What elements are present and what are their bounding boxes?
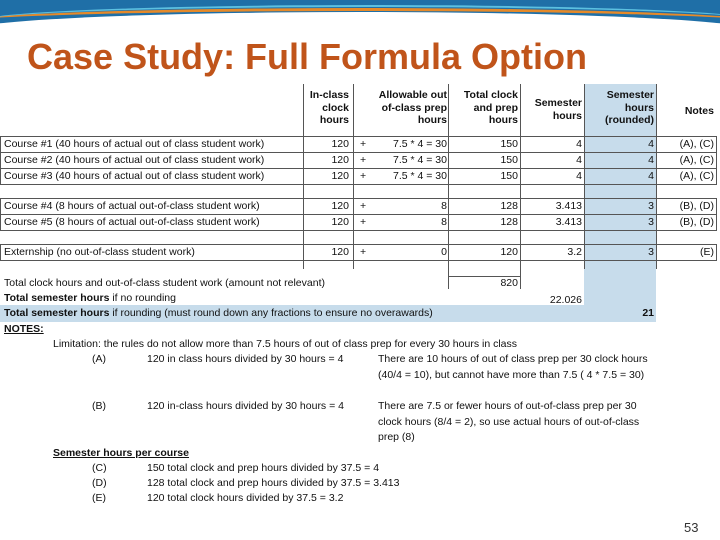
row-label: Course #3 (40 hours of actual out of class student work) bbox=[4, 170, 265, 182]
semester-value: 4 bbox=[576, 138, 582, 150]
total-clock-label: Total clock hours and out-of-class student work (amount not relevant) bbox=[4, 277, 325, 289]
grid-line bbox=[448, 84, 449, 289]
total-rounding-value: 21 bbox=[642, 307, 654, 319]
note-a-text: 120 in class hours divided by 30 hours = 4 bbox=[147, 353, 344, 365]
grid-line bbox=[0, 168, 717, 169]
note-b-text: 120 in-class hours divided by 30 hours = 4 bbox=[147, 400, 344, 412]
header-semester: Semester hours bbox=[534, 97, 582, 122]
in-class-value: 120 bbox=[331, 154, 349, 166]
grid-line bbox=[0, 198, 717, 199]
allowable-value: 7.5 * 4 = 30 bbox=[392, 154, 447, 166]
rounded-value: 3 bbox=[648, 246, 654, 258]
total-value: 128 bbox=[500, 216, 518, 228]
note-b-key: (B) bbox=[92, 400, 106, 412]
in-class-value: 120 bbox=[331, 246, 349, 258]
note-a-key: (A) bbox=[92, 353, 106, 365]
note-c-key: (C) bbox=[92, 462, 107, 474]
grid-line bbox=[0, 184, 717, 185]
plus-sign: + bbox=[360, 200, 367, 212]
notes-value: (E) bbox=[700, 246, 714, 258]
allowable-value: 7.5 * 4 = 30 bbox=[392, 138, 447, 150]
notes-value: (A), (C) bbox=[679, 138, 714, 150]
note-b-explanation: There are 7.5 or fewer hours of out-of-class prep per 30 bbox=[378, 400, 637, 412]
row-label: Externship (no out-of-class student work) bbox=[4, 246, 195, 258]
total-no-rounding-label: Total semester hours if no rounding bbox=[4, 292, 176, 304]
note-a-explanation: (40/4 = 10), but cannot have more than 7.5 ( 4 * 7.5 = 30) bbox=[378, 369, 645, 381]
rounded-value: 4 bbox=[648, 170, 654, 182]
header-in-class: In-class clock hours bbox=[309, 89, 349, 126]
note-b-explanation: prep (8) bbox=[378, 431, 415, 443]
total-value: 150 bbox=[500, 154, 518, 166]
total-no-rounding-value: 22.026 bbox=[549, 294, 582, 306]
plus-sign: + bbox=[360, 246, 367, 258]
note-a-explanation: There are 10 hours of out of class prep per 30 clock hours bbox=[378, 353, 648, 365]
rounded-value: 4 bbox=[648, 154, 654, 166]
note-d-key: (D) bbox=[92, 477, 107, 489]
header-total: Total clock and prep hours bbox=[463, 89, 518, 126]
note-d-text: 128 total clock and prep hours divided by 37.5 = 3.413 bbox=[147, 477, 400, 489]
grid-line bbox=[0, 136, 1, 184]
header-allowable: Allowable out of-class prep hours bbox=[378, 89, 447, 126]
rounded-value: 3 bbox=[648, 200, 654, 212]
allowable-value: 7.5 * 4 = 30 bbox=[392, 170, 447, 182]
notes-value: (A), (C) bbox=[679, 170, 714, 182]
row-label: Course #4 (8 hours of actual out-of-class student work) bbox=[4, 200, 260, 212]
allowable-value: 8 bbox=[441, 216, 447, 228]
notes-value: (B), (D) bbox=[679, 216, 714, 228]
spreadsheet bbox=[0, 84, 720, 504]
row-label: Course #2 (40 hours of actual out of class student work) bbox=[4, 154, 265, 166]
header-semester-rounded: Semester hours (rounded) bbox=[605, 89, 654, 126]
rounded-value: 4 bbox=[648, 138, 654, 150]
notes-value: (A), (C) bbox=[679, 154, 714, 166]
total-value: 150 bbox=[500, 138, 518, 150]
semester-value: 3.2 bbox=[567, 246, 582, 258]
grid-line bbox=[0, 230, 717, 231]
plus-sign: + bbox=[360, 216, 367, 228]
in-class-value: 120 bbox=[331, 216, 349, 228]
grid-line bbox=[520, 84, 521, 289]
grid-line bbox=[353, 84, 354, 269]
notes-value: (B), (D) bbox=[679, 200, 714, 212]
notes-heading: NOTES: bbox=[4, 323, 44, 335]
plus-sign: + bbox=[360, 138, 367, 150]
grid-line bbox=[0, 136, 717, 137]
slide-title: Case Study: Full Formula Option bbox=[27, 36, 588, 77]
allowable-value: 8 bbox=[441, 200, 447, 212]
page-number: 53 bbox=[684, 520, 699, 535]
grid-line bbox=[716, 136, 717, 184]
grid-line bbox=[656, 84, 657, 269]
grid-line bbox=[0, 152, 717, 153]
rounded-value: 3 bbox=[648, 216, 654, 228]
total-clock-value: 820 bbox=[500, 277, 518, 289]
semester-value: 4 bbox=[576, 154, 582, 166]
grid-line bbox=[0, 260, 717, 261]
row-label: Course #1 (40 hours of actual out of class student work) bbox=[4, 138, 265, 150]
grid-line bbox=[0, 214, 717, 215]
semester-value: 3.413 bbox=[555, 216, 582, 228]
semester-hours-heading: Semester hours per course bbox=[53, 447, 189, 459]
note-e-text: 120 total clock hours divided by 37.5 = 3.2 bbox=[147, 492, 344, 504]
total-value: 120 bbox=[500, 246, 518, 258]
note-c-text: 150 total clock and prep hours divided by 37.5 = 4 bbox=[147, 462, 380, 474]
grid-line bbox=[584, 84, 585, 269]
allowable-value: 0 bbox=[441, 246, 447, 258]
grid-line bbox=[303, 84, 304, 269]
grid-line bbox=[0, 244, 717, 245]
total-value: 128 bbox=[500, 200, 518, 212]
note-b-explanation: clock hours (8/4 = 2), so use actual hours of out-of-class bbox=[378, 416, 640, 428]
grid-line bbox=[716, 244, 717, 260]
total-value: 150 bbox=[500, 170, 518, 182]
note-e-key: (E) bbox=[92, 492, 106, 504]
in-class-value: 120 bbox=[331, 200, 349, 212]
header-notes: Notes bbox=[684, 105, 714, 117]
plus-sign: + bbox=[360, 154, 367, 166]
plus-sign: + bbox=[360, 170, 367, 182]
semester-value: 4 bbox=[576, 170, 582, 182]
grid-line bbox=[0, 244, 1, 260]
in-class-value: 120 bbox=[331, 170, 349, 182]
in-class-value: 120 bbox=[331, 138, 349, 150]
limitation-text: Limitation: the rules do not allow more than 7.5 hours of out of class prep for every 30 hours in class bbox=[53, 338, 517, 350]
header-wave-banner bbox=[0, 0, 720, 30]
total-rounding-label: Total semester hours if rounding (must round down any fractions to ensure no overawards) bbox=[4, 307, 433, 319]
row-label: Course #5 (8 hours of actual out-of-class student work) bbox=[4, 216, 260, 228]
semester-value: 3.413 bbox=[555, 200, 582, 212]
